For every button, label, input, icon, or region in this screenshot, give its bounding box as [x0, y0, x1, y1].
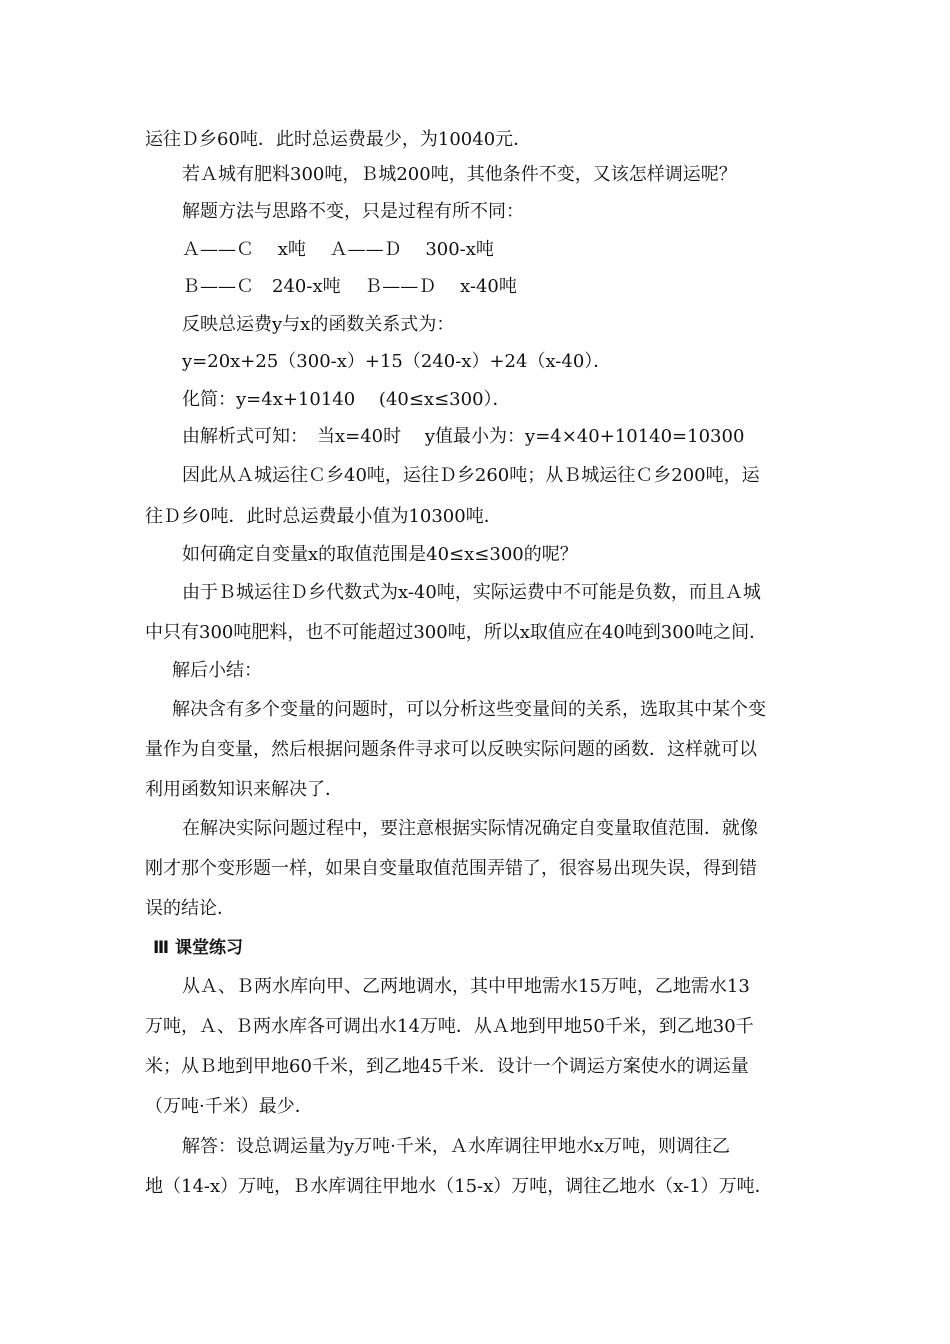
section-subtitle: 解后小结： — [172, 660, 262, 681]
text-line: 在解决实际问题过程中，要注意根据实际情况确定自变量取值范围．就像 — [182, 818, 758, 839]
text-line: 地（14-x）万吨，Ｂ水库调往甲地水（15-x）万吨，调往乙地水（x-1）万吨． — [145, 1176, 773, 1197]
text-line: 往Ｄ乡0吨．此时总运费最小值为10300吨． — [145, 506, 502, 527]
text-line: 解题方法与思路不变，只是过程有所不同： — [182, 201, 524, 222]
text-line: 利用函数知识来解决了． — [145, 779, 343, 800]
text-line: 中只有300吨肥料，也不可能超过300吨，所以x取值应在40吨到300吨之间． — [145, 622, 768, 643]
text-line: 反映总运费y与x的函数关系式为： — [182, 314, 455, 335]
text-line: Ｂ——Ｃ 240-x吨 Ｂ——Ｄ x-40吨 — [182, 276, 517, 297]
text-line: 量作为自变量，然后根据问题条件寻求可以反映实际问题的函数．这样就可以 — [145, 739, 757, 760]
text-line: 解决含有多个变量的问题时，可以分析这些变量间的关系，选取其中某个变 — [172, 699, 766, 720]
text-line: 从Ａ、Ｂ两水库向甲、乙两地调水，其中甲地需水15万吨，乙地需水13 — [182, 976, 750, 997]
text-line: 如何确定自变量x的取值范围是40≤x≤300的呢？ — [182, 544, 578, 565]
text-line: 因此从Ａ城运往Ｃ乡40吨，运往Ｄ乡260吨；从Ｂ城运往Ｃ乡200吨，运 — [182, 465, 760, 486]
text-line: （万吨·千米）最少． — [145, 1096, 313, 1117]
text-line: 由于Ｂ城运往Ｄ乡代数式为x-40吨，实际运费中不可能是负数，而且Ａ城 — [182, 582, 761, 603]
text-line: 万吨，Ａ、Ｂ两水库各可调出水14万吨．从Ａ地到甲地50千米，到乙地30千 — [145, 1016, 754, 1037]
section-heading: Ⅲ 课堂练习 — [153, 938, 243, 958]
text-line: Ａ——Ｃ x吨 Ａ——Ｄ 300-x吨 — [182, 239, 494, 260]
text-line: 米；从Ｂ地到甲地60千米，到乙地45千米．设计一个调运方案使水的调运量 — [145, 1056, 749, 1077]
text-line: 运往Ｄ乡60吨．此时总运费最少，为10040元． — [145, 129, 532, 150]
text-line: 刚才那个变形题一样，如果自变量取值范围弄错了，很容易出现失误，得到错 — [145, 858, 757, 879]
text-line: 误的结论． — [145, 898, 235, 919]
text-line: 由解析式可知： 当x=40时 y值最小为：y=4×40+10140=10300 — [182, 426, 745, 447]
text-line: 解答：设总调运量为y万吨·千米，Ａ水库调往甲地水x万吨，则调往乙 — [182, 1136, 731, 1157]
text-line: 若Ａ城有肥料300吨，Ｂ城200吨，其他条件不变，又该怎样调运呢？ — [182, 164, 737, 185]
formula-line: y=20x+25（300-x）+15（240-x）+24（x-40）． — [182, 351, 612, 372]
formula-line: 化简：y=4x+10140 (40≤x≤300）． — [182, 389, 511, 410]
